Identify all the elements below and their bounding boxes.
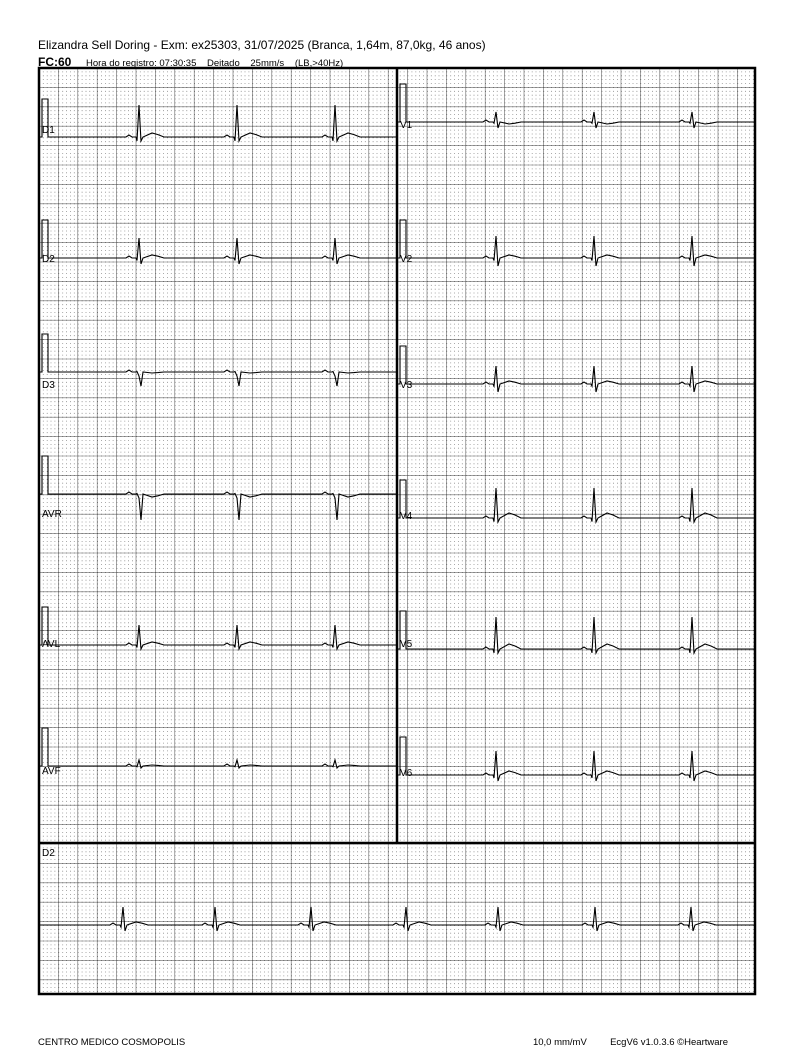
lead-label-v3: V3 — [400, 380, 413, 391]
trace-v6 — [398, 737, 754, 781]
trace-v1 — [398, 84, 754, 128]
filter-setting: (LB,>40Hz) — [294, 58, 344, 69]
trace-rhythm — [40, 907, 754, 931]
device-info — [533, 1037, 728, 1048]
patient-info: Elizandra Sell Doring - Exm: ex25303, 31/07/2025 (Branca, 1,64m, 87,0kg, 46 anos) — [38, 38, 486, 52]
patient-position: Deitado — [207, 58, 240, 69]
trace-v3 — [398, 346, 754, 392]
lead-label-d2: D2 — [42, 254, 55, 265]
paper-speed: 25mm/s — [250, 58, 285, 69]
lead-label-avr: AVR — [42, 509, 62, 520]
trace-avl — [40, 607, 396, 649]
trace-d1 — [40, 99, 396, 141]
ecg-frame — [39, 68, 755, 994]
grid-dots — [43, 72, 754, 992]
lead-label-avf: AVF — [42, 766, 61, 777]
software-version: EcgV6 v1.0.3.6 ©Heartware — [610, 1037, 728, 1048]
grid-minor-dots — [43, 72, 754, 992]
gain-setting: 10,0 mm/mV — [532, 1037, 587, 1048]
lead-label-rhythm: D2 — [42, 848, 55, 859]
lead-label-v6: V6 — [400, 768, 413, 779]
trace-v5 — [398, 611, 754, 653]
lead-label-v2: V2 — [400, 254, 413, 265]
trace-v2 — [398, 220, 754, 266]
lead-label-v5: V5 — [400, 639, 413, 650]
trace-d2 — [40, 220, 396, 264]
record-time: Hora do registro: 07:30:35 — [85, 58, 197, 69]
lead-label-v4: V4 — [400, 511, 413, 522]
lead-label-d1: D1 — [42, 125, 55, 136]
lead-label-avl: AVL — [42, 639, 61, 650]
clinic-name: CENTRO MEDICO COSMOPOLIS — [38, 1037, 186, 1048]
trace-v4 — [398, 480, 754, 522]
heart-rate: FC:60 — [38, 55, 72, 69]
lead-label-v1: V1 — [400, 120, 413, 131]
lead-label-d3: D3 — [42, 380, 55, 391]
trace-avf — [40, 728, 396, 768]
